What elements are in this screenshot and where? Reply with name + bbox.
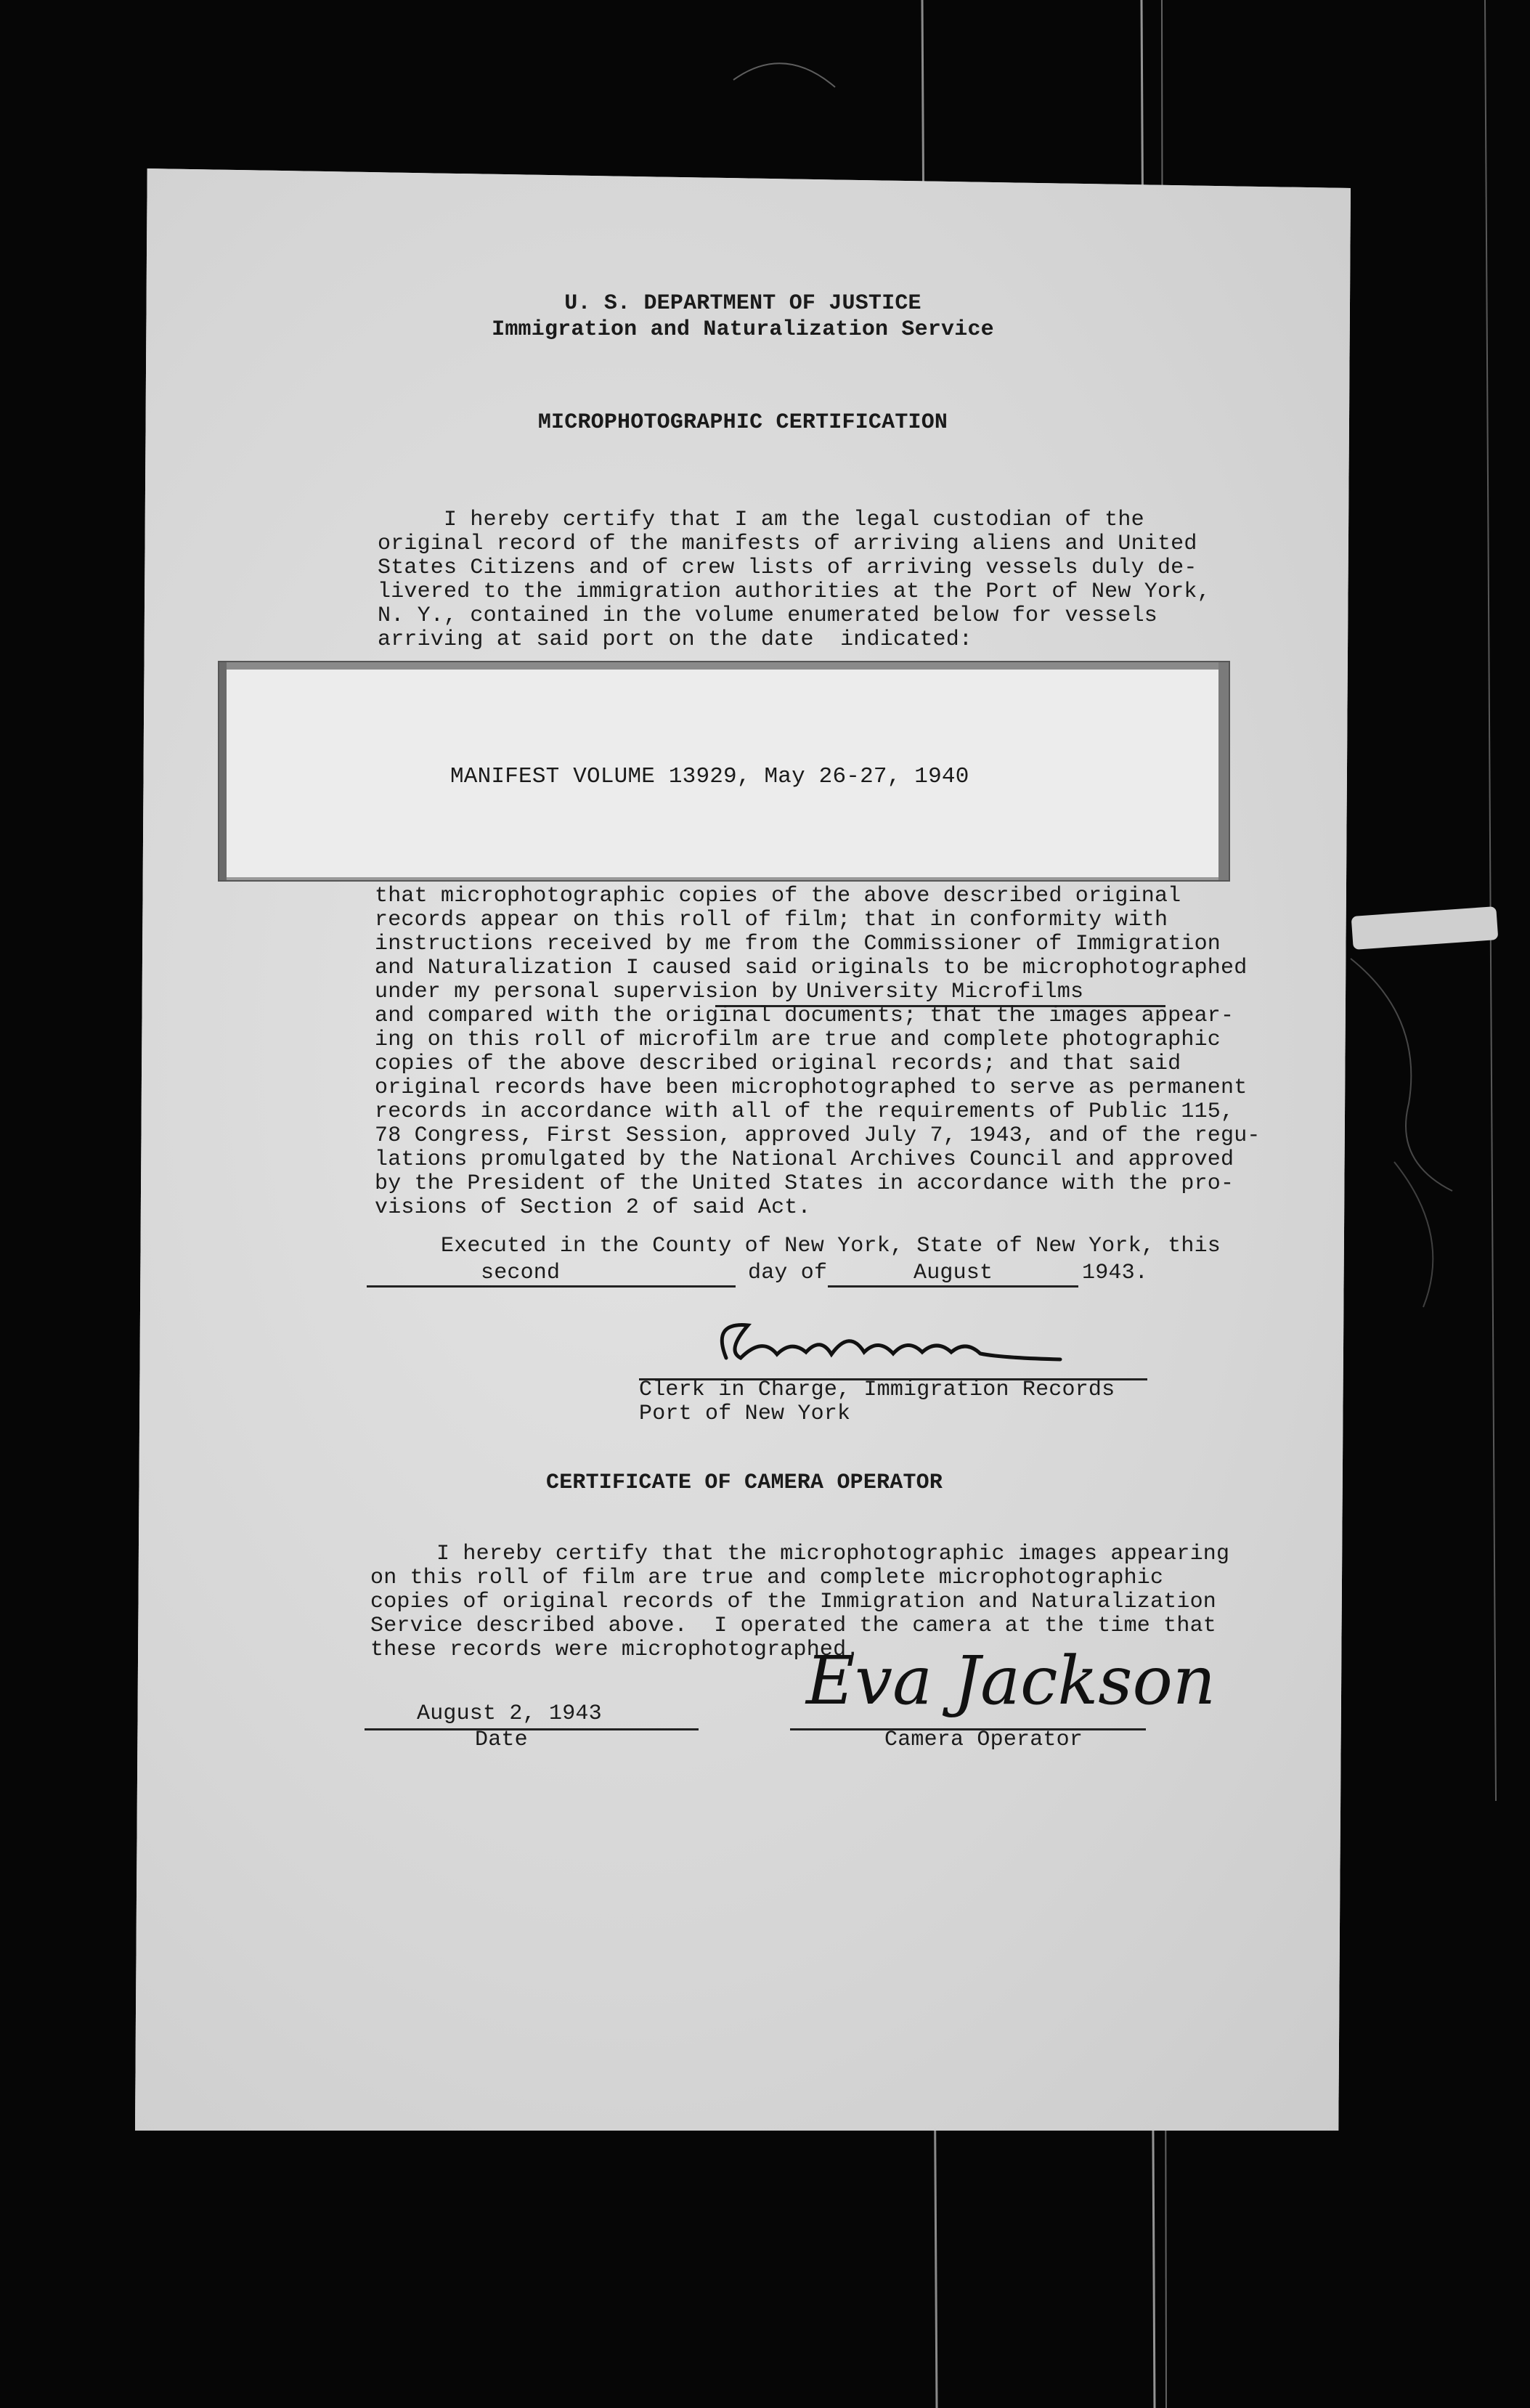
month-underline xyxy=(828,1285,1078,1288)
intro-line: States Citizens and of crew lists of arriving vessels duly de- xyxy=(378,556,1197,580)
body-line: visions of Section 2 of said Act. xyxy=(375,1195,811,1220)
clerk-signature xyxy=(697,1307,1075,1380)
body-line: original records have been microphotographed to serve as permanent xyxy=(375,1075,1248,1100)
body-line: 78 Congress, First Session, approved July 7, 1943, and of the regu- xyxy=(375,1123,1261,1148)
intro-line: arriving at said port on the date indicated: xyxy=(378,627,973,652)
body-line: under my personal supervision by xyxy=(375,980,798,1004)
body-line: and Naturalization I caused said originals to be microphotographed xyxy=(375,956,1248,980)
body-line: copies of the above described original records; and that said xyxy=(375,1052,1181,1076)
camera-line: copies of original records of the Immigration and Naturalization xyxy=(370,1590,1216,1614)
body-line: by the President of the United States in accordance with the pro- xyxy=(375,1171,1234,1196)
clerk-title: Clerk in Charge, Immigration Records xyxy=(639,1378,1115,1402)
intro-line: original record of the manifests of arriving aliens and United xyxy=(378,532,1197,556)
certification-title: MICROPHOTOGRAPHIC CERTIFICATION xyxy=(537,410,948,435)
camera-line: I hereby certify that the microphotographic images appearing xyxy=(370,1542,1230,1566)
manifest-stamp-box xyxy=(218,661,1230,882)
date-label: Date xyxy=(475,1728,528,1752)
body-line: records appear on this roll of film; that in conformity with xyxy=(375,908,1168,932)
operator-signature: Eva Jackson xyxy=(806,1642,1216,1720)
body-line: and compared with the original documents; that the images appear- xyxy=(375,1004,1234,1028)
body-line: instructions received by me from the Commissioner of Immigration xyxy=(375,932,1221,956)
camera-line: on this roll of film are true and complete microphotographic xyxy=(370,1566,1164,1590)
body-line: lations promulgated by the National Archives Council and approved xyxy=(375,1147,1234,1172)
camera-certificate-title: CERTIFICATE OF CAMERA OPERATOR xyxy=(546,1471,943,1495)
intro-line: I hereby certify that I am the legal custodian of the xyxy=(378,508,1144,532)
body-line: that microphotographic copies of the above described original xyxy=(375,884,1181,908)
microfilmer-name: University Microfilms xyxy=(806,980,1084,1004)
clerk-port: Port of New York xyxy=(639,1402,851,1426)
date-underline xyxy=(365,1728,699,1730)
executed-day: second xyxy=(481,1261,561,1285)
executed-line: Executed in the County of New York, State of New York, this xyxy=(375,1234,1221,1258)
executed-month: August xyxy=(913,1261,993,1285)
manifest-volume-label: MANIFEST VOLUME 13929, May 26-27, 1940 xyxy=(450,764,969,789)
day-underline xyxy=(367,1285,736,1288)
intro-line: N. Y., contained in the volume enumerated below for vessels xyxy=(378,603,1157,628)
operator-date: August 2, 1943 xyxy=(417,1701,602,1726)
operator-label: Camera Operator xyxy=(884,1728,1083,1752)
intro-line: livered to the immigration authorities at the Port of New York, xyxy=(378,579,1210,604)
camera-line: Service described above. I operated the camera at the time that xyxy=(370,1614,1216,1638)
body-line: ing on this roll of microfilm are true and complete photographic xyxy=(375,1028,1221,1052)
day-of-label: day of xyxy=(748,1261,828,1285)
camera-line: these records were microphotographed. xyxy=(370,1638,860,1662)
department-heading: U. S. DEPARTMENT OF JUSTICE xyxy=(564,291,921,316)
service-heading: Immigration and Naturalization Service xyxy=(492,317,994,342)
body-line: records in accordance with all of the requirements of Public 115, xyxy=(375,1099,1234,1124)
executed-year: 1943. xyxy=(1082,1261,1149,1285)
